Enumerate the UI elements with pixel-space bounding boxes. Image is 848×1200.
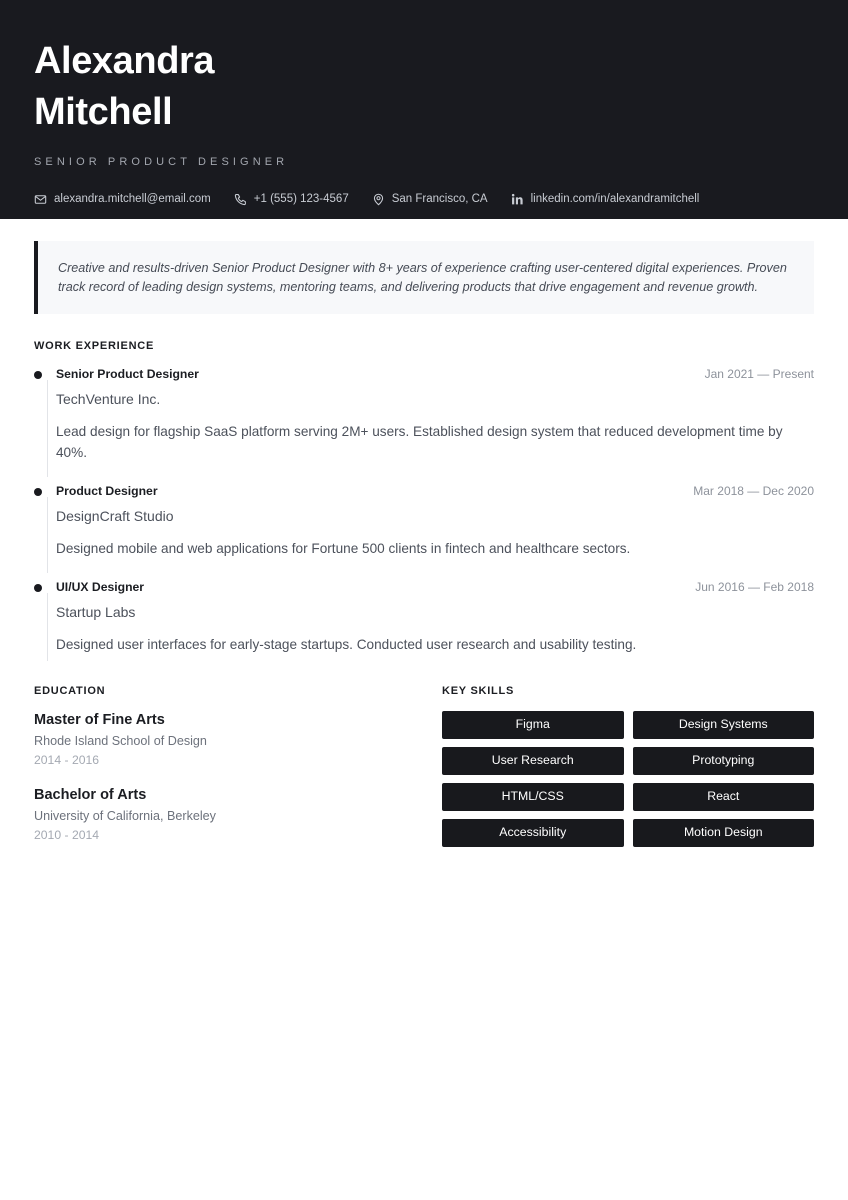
education-section: [34, 685, 414, 843]
education-item: [34, 711, 414, 768]
skill-chip[interactable]: React: [633, 783, 815, 811]
work-experience-list: [34, 366, 814, 661]
skills-grid: [442, 711, 814, 847]
work-experience-heading: WORK EXPERIENCE: [34, 340, 155, 352]
timeline-line: [47, 380, 48, 477]
education-school: University of California, Berkeley: [34, 809, 216, 823]
experience-company: TechVenture Inc.: [56, 391, 161, 407]
experience-item: [34, 483, 814, 579]
experience-title: Product Designer: [56, 484, 158, 498]
experience-description: Designed mobile and web applications for Fortune 500 clients in fintech and healthcare sectors.: [56, 541, 631, 556]
experience-header: [56, 483, 814, 499]
timeline-line: [47, 497, 48, 573]
skill-chip[interactable]: Design Systems: [633, 711, 815, 739]
contact-email[interactable]: [34, 192, 211, 206]
experience-date: Mar 2018 — Dec 2020: [693, 484, 814, 498]
contact-linkedin-text: linkedin.com/in/alexandramitchell: [530, 193, 700, 205]
location-pin-icon: [372, 193, 385, 206]
experience-company: DesignCraft Studio: [56, 508, 174, 524]
skills-heading: KEY SKILLS: [442, 685, 515, 697]
timeline-dot-icon: [34, 488, 42, 496]
skills-section: [442, 685, 814, 847]
email-icon: [34, 193, 47, 206]
summary-text: Creative and results-driven Senior Product Designer with 8+ years of experience crafting user-centered digital experiences. Proven track record of leading design systems, mentoring teams, and delivering products that drive engagement and revenue growth.: [58, 261, 787, 294]
education-degree: Master of Fine Arts: [34, 712, 165, 728]
experience-header: [56, 579, 814, 595]
experience-title: Senior Product Designer: [56, 367, 199, 381]
education-degree: Bachelor of Arts: [34, 787, 147, 803]
timeline-dot-icon: [34, 584, 42, 592]
summary-block: [34, 241, 814, 314]
education-item: [34, 786, 414, 843]
experience-item: [34, 366, 814, 483]
education-years: 2014 - 2016: [34, 753, 100, 767]
experience-date: Jan 2021 — Present: [704, 367, 814, 381]
skill-chip[interactable]: User Research: [442, 747, 624, 775]
contact-phone-text: +1 (555) 123-4567: [253, 193, 349, 205]
timeline-dot-icon: [34, 371, 42, 379]
resume-header: [0, 0, 848, 219]
skill-chip[interactable]: Motion Design: [633, 819, 815, 847]
skill-chip[interactable]: Prototyping: [633, 747, 815, 775]
contact-phone[interactable]: [234, 192, 349, 206]
job-title-tagline: SENIOR PRODUCT DESIGNER: [34, 156, 289, 168]
education-school: Rhode Island School of Design: [34, 734, 207, 748]
education-years: 2010 - 2014: [34, 828, 100, 842]
contact-linkedin[interactable]: [511, 192, 700, 206]
skill-chip[interactable]: Figma: [442, 711, 624, 739]
experience-company: Startup Labs: [56, 604, 136, 620]
skill-chip[interactable]: HTML/CSS: [442, 783, 624, 811]
timeline-line: [47, 593, 48, 661]
contact-location-text: San Francisco, CA: [391, 193, 488, 205]
last-name: Mitchell: [34, 91, 173, 133]
education-heading: EDUCATION: [34, 685, 106, 697]
contact-row: [34, 192, 814, 206]
first-name: Alexandra: [34, 40, 215, 82]
contact-email-text: alexandra.mitchell@email.com: [54, 193, 211, 205]
experience-description: Designed user interfaces for early-stage startups. Conducted user research and usability testing.: [56, 637, 637, 652]
experience-description: Lead design for flagship SaaS platform serving 2M+ users. Established design system that reduced development time by 40%.: [56, 424, 783, 460]
phone-icon: [234, 193, 247, 206]
experience-title: UI/UX Designer: [56, 580, 145, 594]
experience-header: [56, 366, 814, 382]
resume-body: [0, 219, 848, 847]
skill-chip[interactable]: Accessibility: [442, 819, 624, 847]
linkedin-icon: [511, 193, 524, 206]
experience-item: [34, 579, 814, 661]
experience-date: Jun 2016 — Feb 2018: [695, 580, 814, 594]
bottom-columns: [34, 685, 814, 847]
work-experience-section: [34, 340, 814, 661]
contact-location[interactable]: [372, 192, 488, 206]
